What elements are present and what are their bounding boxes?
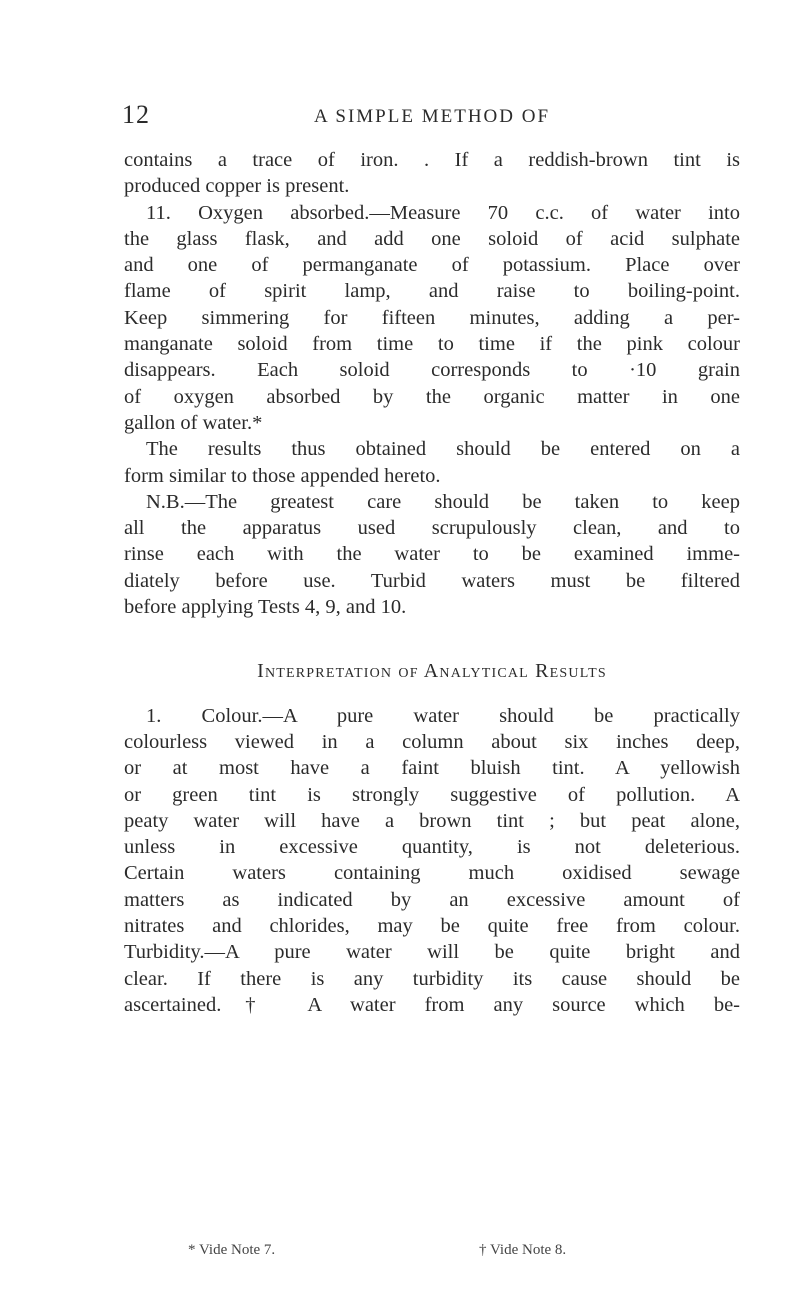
text-line: of oxygen absorbed by the organic matter in one [124, 385, 740, 408]
text-line: diately before use. Turbid waters must be filtered [124, 569, 740, 592]
text-line: N.B.—The greatest care should be taken to keep [146, 490, 740, 513]
text-line: nitrates and chlorides, may be quite free from colour. [124, 915, 740, 938]
text-line: or green tint is strongly suggestive of pollution. A [124, 783, 740, 806]
text-line: Certain waters containing much oxidised sewage [124, 862, 740, 885]
text-line: gallon of water.* [124, 411, 263, 434]
text-line: the glass flask, and add one soloid of acid sulphate [124, 227, 740, 250]
body-text [124, 147, 740, 1018]
text-line: peaty water will have a brown tint ; but peat alone, [124, 809, 740, 832]
footnote: * Vide Note 7. [188, 1242, 276, 1258]
text-line: 1. Colour.—A pure water should be practically [146, 704, 740, 727]
text-line: matters as indicated by an excessive amount of [124, 888, 740, 911]
text-line: and one of permanganate of potassium. Place over [124, 254, 740, 277]
text-line: manganate soloid from time to time if the pink colour [124, 333, 740, 356]
text-line: unless in excessive quantity, is not deleterious. [124, 836, 740, 859]
footnotes [124, 1242, 740, 1266]
text-line: clear. If there is any turbidity its cause should be [124, 967, 740, 990]
running-title: A SIMPLE METHOD OF [313, 106, 551, 127]
text-line: all the apparatus used scrupulously clean, and to [124, 517, 740, 540]
text-line: 11. Oxygen absorbed.—Measure 70 c.c. of water into [146, 201, 740, 224]
text-line: Turbidity.—A pure water will be quite bright and [124, 941, 740, 964]
text-line: colourless viewed in a column about six inches deep, [124, 730, 740, 753]
text-line: flame of spirit lamp, and raise to boiling-point. [124, 280, 740, 303]
text-line: contains a trace of iron. . If a reddish-brown tint is [124, 149, 740, 171]
page-number: 12 [122, 100, 150, 129]
text-line: form similar to those appended hereto. [124, 464, 441, 487]
text-line: disappears. Each soloid corresponds to ·10 grain [124, 359, 740, 382]
section-heading: Interpretation of Analytical Results [257, 660, 607, 683]
text-line: produced copper is present. [124, 175, 350, 198]
text-line: The results thus obtained should be entered on a [146, 438, 740, 461]
text-line: rinse each with the water to be examined imme- [124, 543, 740, 566]
text-line: Keep simmering for fifteen minutes, adding a per- [124, 306, 740, 329]
text-line: before applying Tests 4, 9, and 10. [124, 596, 407, 619]
text-line: or at most have a faint bluish tint. A yellowish [124, 757, 740, 780]
footnote: † Vide Note 8. [479, 1242, 567, 1258]
text-line: ascertained.† A water from any source which be- [124, 993, 740, 1016]
running-head [122, 100, 742, 140]
